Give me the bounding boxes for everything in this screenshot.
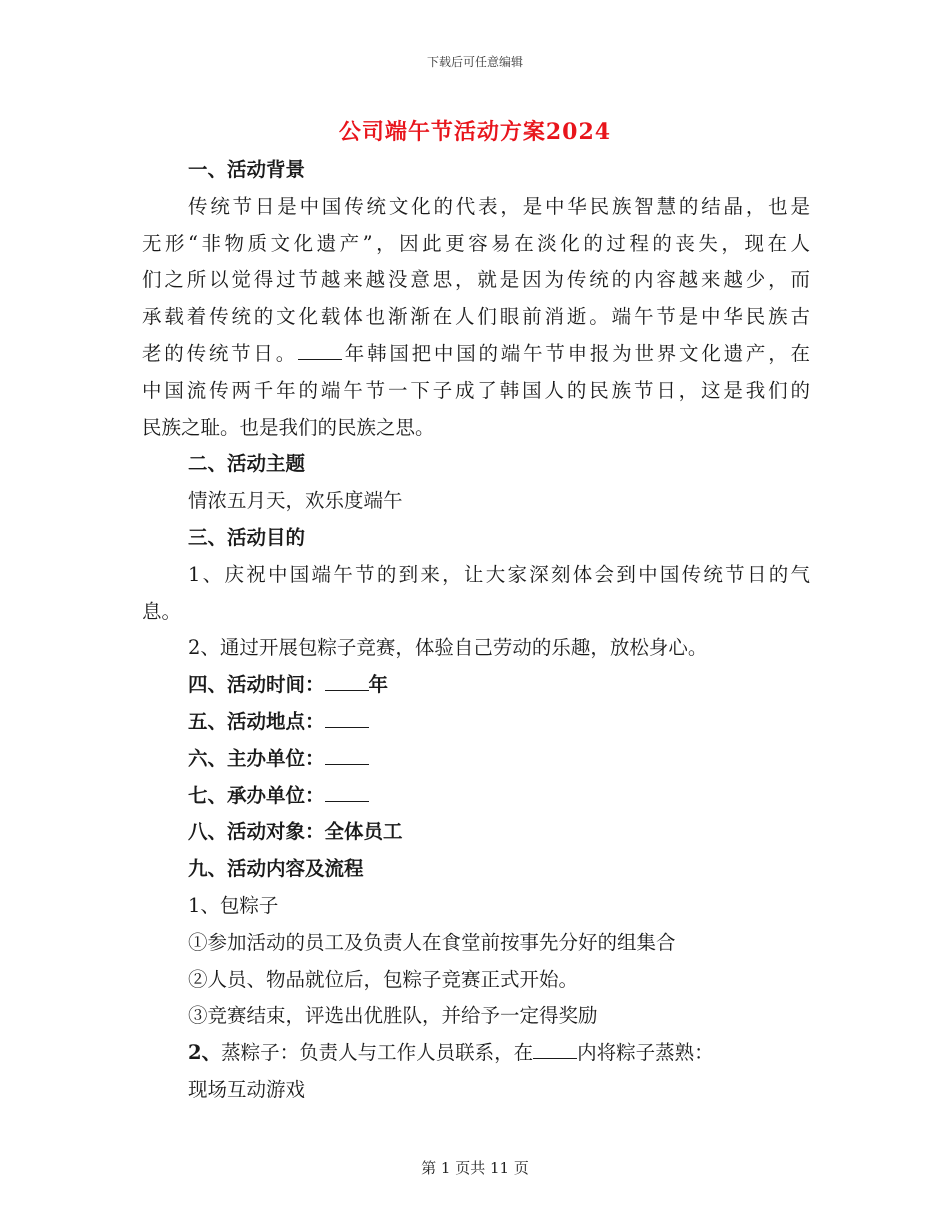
blank-underline — [325, 709, 369, 728]
section-heading: 三、活动目的 — [188, 525, 306, 549]
section-heading: 一、活动背景 — [188, 158, 306, 181]
field-label: 七、承办单位： — [188, 783, 325, 807]
paragraph-line — [142, 336, 810, 373]
field-label: 五、活动地点： — [188, 709, 325, 733]
paragraph-line: 们之所以觉得过节越来越没意思，就是因为传统的内容越来越少，而 — [142, 268, 810, 292]
paragraph-line: 中国流传两千年的端午节一下子成了韩国人的民族节日，这是我们的 — [142, 378, 810, 402]
sub-heading-number: 2、 — [188, 1041, 222, 1065]
step-item: ②人员、物品就位后，包粽子竞赛正式开始。 — [188, 967, 579, 991]
paragraph-line: 传统节日是中国传统文化的代表，是中华民族智慧的结晶，也是 — [188, 194, 810, 218]
section-heading — [142, 741, 810, 778]
paragraph-line: 现场互动游戏 — [188, 1077, 306, 1101]
blank-underline — [298, 341, 342, 360]
section-heading: 二、活动主题 — [188, 452, 306, 476]
sub-heading: 1、包粽子 — [188, 893, 279, 917]
sub-heading — [142, 1035, 810, 1072]
paragraph-line: 民族之耻。也是我们的民族之思。 — [142, 415, 435, 439]
section-heading: 八、活动对象：全体员工 — [188, 820, 403, 844]
section-heading — [142, 667, 810, 704]
paragraph-text: 年韩国把中国的端午节申报为世界文化遗产，在 — [342, 341, 810, 365]
section-heading — [142, 704, 810, 741]
paragraph-text: 蒸粽子：负责人与工作人员联系，在 — [221, 1041, 534, 1065]
section-heading: 九、活动内容及流程 — [188, 857, 364, 881]
list-item: 1、庆祝中国端午节的到来，让大家深刻体会到中国传统节日的气 — [188, 562, 810, 586]
blank-underline — [533, 1040, 577, 1059]
paragraph-text: 内将粽子蒸熟： — [577, 1041, 714, 1065]
paragraph-text: 老的传统节日。 — [142, 341, 298, 365]
field-suffix: 年 — [368, 673, 389, 697]
document-body — [142, 152, 810, 1109]
list-item-continuation: 息。 — [142, 599, 182, 623]
field-label: 六、主办单位： — [188, 746, 325, 770]
list-item: 2、通过开展包粽子竞赛，体验自己劳动的乐趣，放松身心。 — [188, 636, 708, 660]
page-footer: 第 1 页共 11 页 — [421, 1159, 529, 1177]
document-title: 公司端午节活动方案2024 — [338, 119, 612, 145]
paragraph-line: 承载着传统的文化载体也渐渐在人们眼前消逝。端午节是中华民族古 — [142, 305, 810, 329]
step-item: ①参加活动的员工及负责人在食堂前按事先分好的组集合 — [188, 930, 676, 954]
step-item: ③竞赛结束，评选出优胜队，并给予一定得奖励 — [188, 1004, 598, 1028]
blank-underline — [325, 783, 369, 802]
paragraph-line: 无形“非物质文化遗产”，因此更容易在淡化的过程的丧失，现在人 — [142, 231, 810, 255]
field-label: 四、活动时间： — [188, 673, 325, 697]
blank-underline — [325, 672, 369, 691]
blank-underline — [325, 746, 369, 765]
header-note: 下载后可任意编辑 — [426, 55, 523, 69]
section-heading — [142, 778, 810, 815]
paragraph-line: 情浓五月天，欢乐度端午 — [188, 489, 403, 513]
